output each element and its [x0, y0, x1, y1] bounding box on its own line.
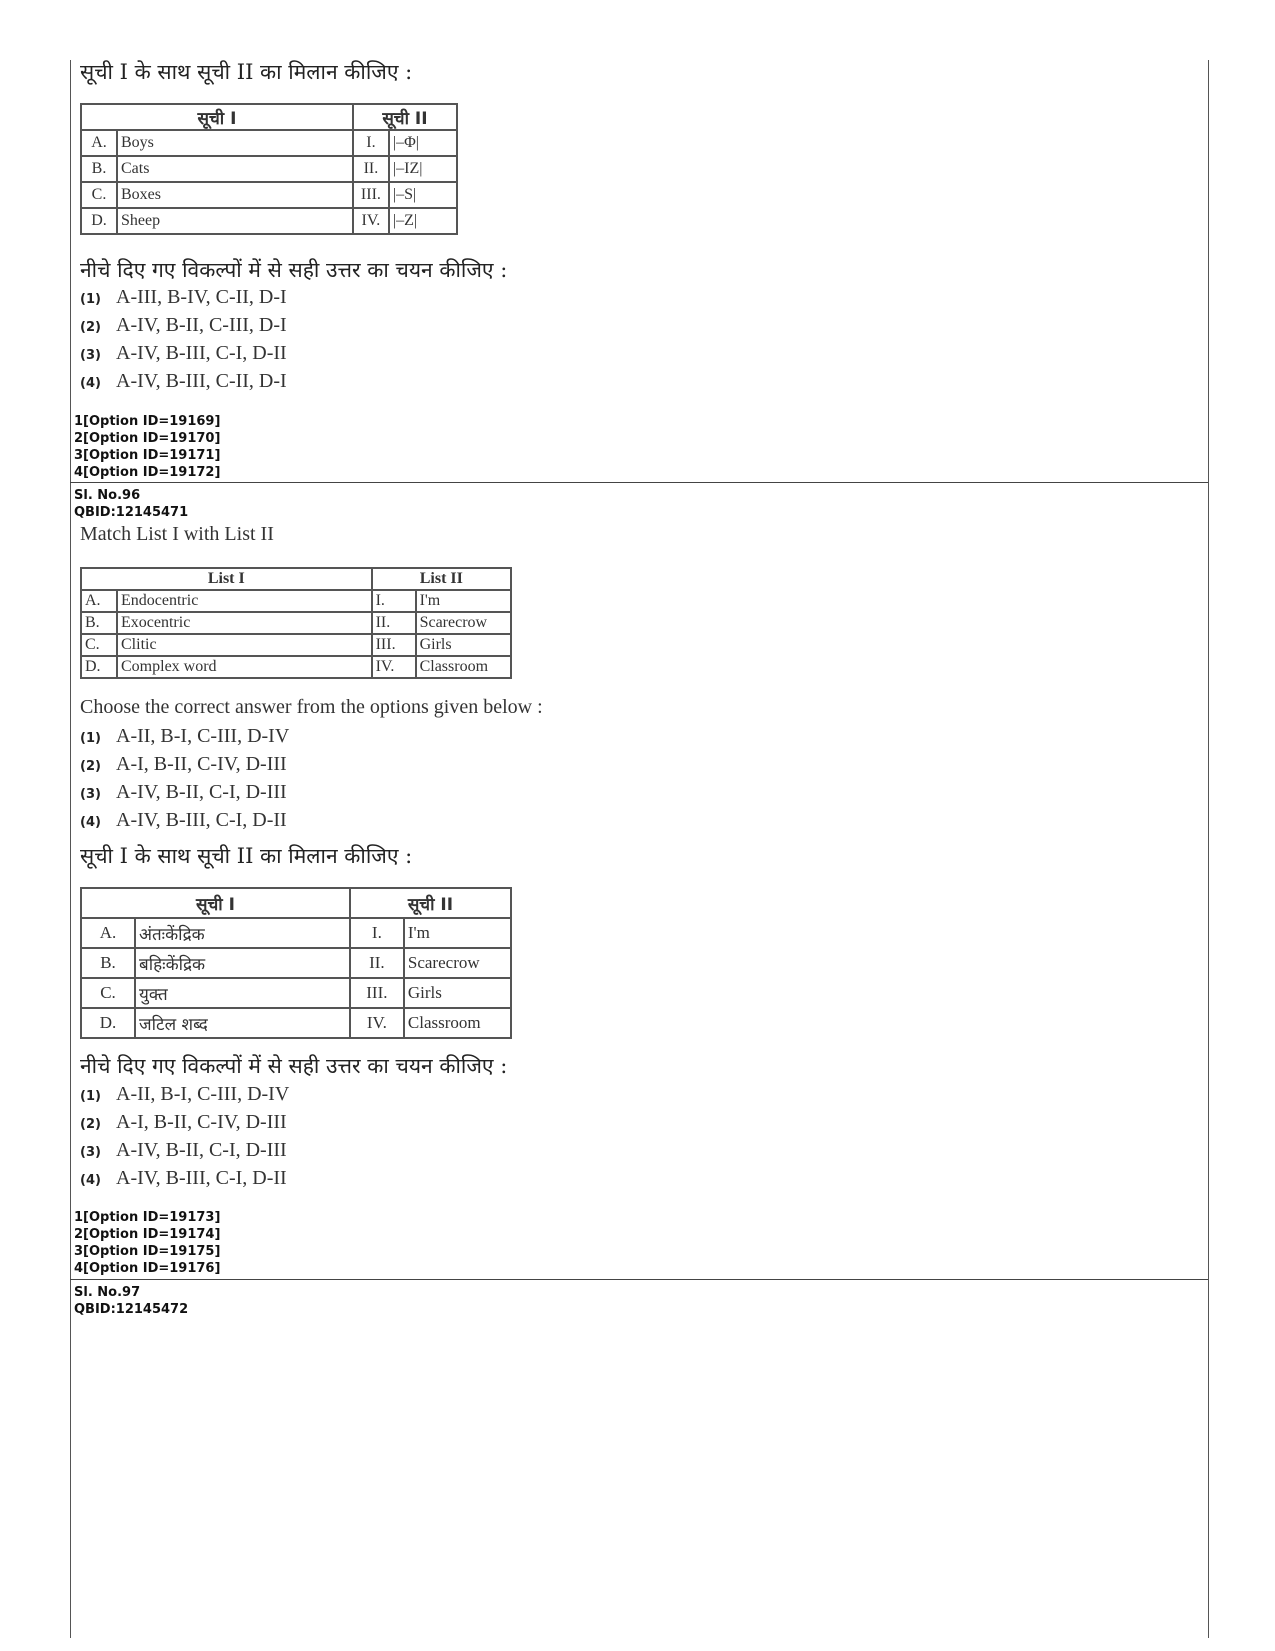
divider: [70, 482, 1208, 483]
sl-no: Sl. No.96: [74, 488, 141, 503]
table-header-list2: List II: [372, 568, 511, 590]
q96-option-hi-3[interactable]: (3) A-IV, B-II, C-I, D-III: [80, 1139, 287, 1161]
q95-choose-hindi: नीचे दिए गए विकल्पों में से सही उत्तर का चयन कीजिए :: [80, 258, 508, 282]
table-row: C. युक्त III. Girls: [81, 978, 511, 1008]
table-header-list2: सूची II: [350, 888, 511, 918]
q95-option-4[interactable]: (4) A-IV, B-III, C-II, D-I: [80, 370, 287, 392]
q96-hindi-instruction: सूची I के साथ सूची II का मिलान कीजिए :: [80, 844, 413, 868]
q96-option-en-3[interactable]: (3) A-IV, B-II, C-I, D-III: [80, 781, 287, 803]
table-header-list1: सूची I: [81, 888, 350, 918]
q96-option-ids: 1[Option ID=19173] 2[Option ID=19174] 3[Option ID=19175] 4[Option ID=19176]: [74, 1210, 221, 1276]
q96-option-hi-4[interactable]: (4) A-IV, B-III, C-I, D-II: [80, 1167, 287, 1189]
q96-option-en-2[interactable]: (2) A-I, B-II, C-IV, D-III: [80, 753, 287, 775]
table-header-list1: सूची I: [81, 104, 353, 130]
q95-option-1[interactable]: (1) A-III, B-IV, C-II, D-I: [80, 286, 287, 308]
q96-match-table-hi: [80, 887, 512, 1039]
divider: [70, 1279, 1208, 1280]
table-row: D. Sheep IV. |–Z|: [81, 208, 457, 234]
q96-option-en-4[interactable]: (4) A-IV, B-III, C-I, D-II: [80, 809, 287, 831]
q96-choose-en: Choose the correct answer from the options given below :: [80, 696, 543, 718]
table-row: A. Endocentric I. I'm: [81, 590, 511, 612]
table-row: B. बहिःकेंद्रिक II. Scarecrow: [81, 948, 511, 978]
table-header-list2: सूची II: [353, 104, 457, 130]
table-row: C. Boxes III. |–S|: [81, 182, 457, 208]
q95-option-2[interactable]: (2) A-IV, B-II, C-III, D-I: [80, 314, 287, 336]
q96-option-hi-1[interactable]: (1) A-II, B-I, C-III, D-IV: [80, 1083, 290, 1105]
q96-match-table-en: [80, 567, 512, 679]
qbid: QBID:12145471: [74, 505, 189, 520]
table-row: D. Complex word IV. Classroom: [81, 656, 511, 678]
q95-hindi-instruction: सूची I के साथ सूची II का मिलान कीजिए :: [80, 60, 413, 84]
q96-instruction: Match List I with List II: [80, 523, 274, 545]
table-header-list1: List I: [81, 568, 372, 590]
q95-option-ids: 1[Option ID=19169] 2[Option ID=19170] 3[Option ID=19171] 4[Option ID=19172]: [74, 414, 221, 480]
q96-choose-hindi: नीचे दिए गए विकल्पों में से सही उत्तर का चयन कीजिए :: [80, 1054, 508, 1078]
q96-option-hi-2[interactable]: (2) A-I, B-II, C-IV, D-III: [80, 1111, 287, 1133]
table-row: D. जटिल शब्द IV. Classroom: [81, 1008, 511, 1038]
table-row: B. Cats II. |–IZ|: [81, 156, 457, 182]
table-row: C. Clitic III. Girls: [81, 634, 511, 656]
q95-option-3[interactable]: (3) A-IV, B-III, C-I, D-II: [80, 342, 287, 364]
sl-no: Sl. No.97: [74, 1285, 141, 1300]
table-row: A. अंतःकेंद्रिक I. I'm: [81, 918, 511, 948]
table-row: A. Boys I. |–Φ|: [81, 130, 457, 156]
q96-meta: [74, 487, 188, 521]
table-row: B. Exocentric II. Scarecrow: [81, 612, 511, 634]
qbid: QBID:12145472: [74, 1302, 189, 1317]
q96-option-en-1[interactable]: (1) A-II, B-I, C-III, D-IV: [80, 725, 290, 747]
q97-meta: [74, 1284, 188, 1318]
q95-match-table: [80, 103, 458, 235]
